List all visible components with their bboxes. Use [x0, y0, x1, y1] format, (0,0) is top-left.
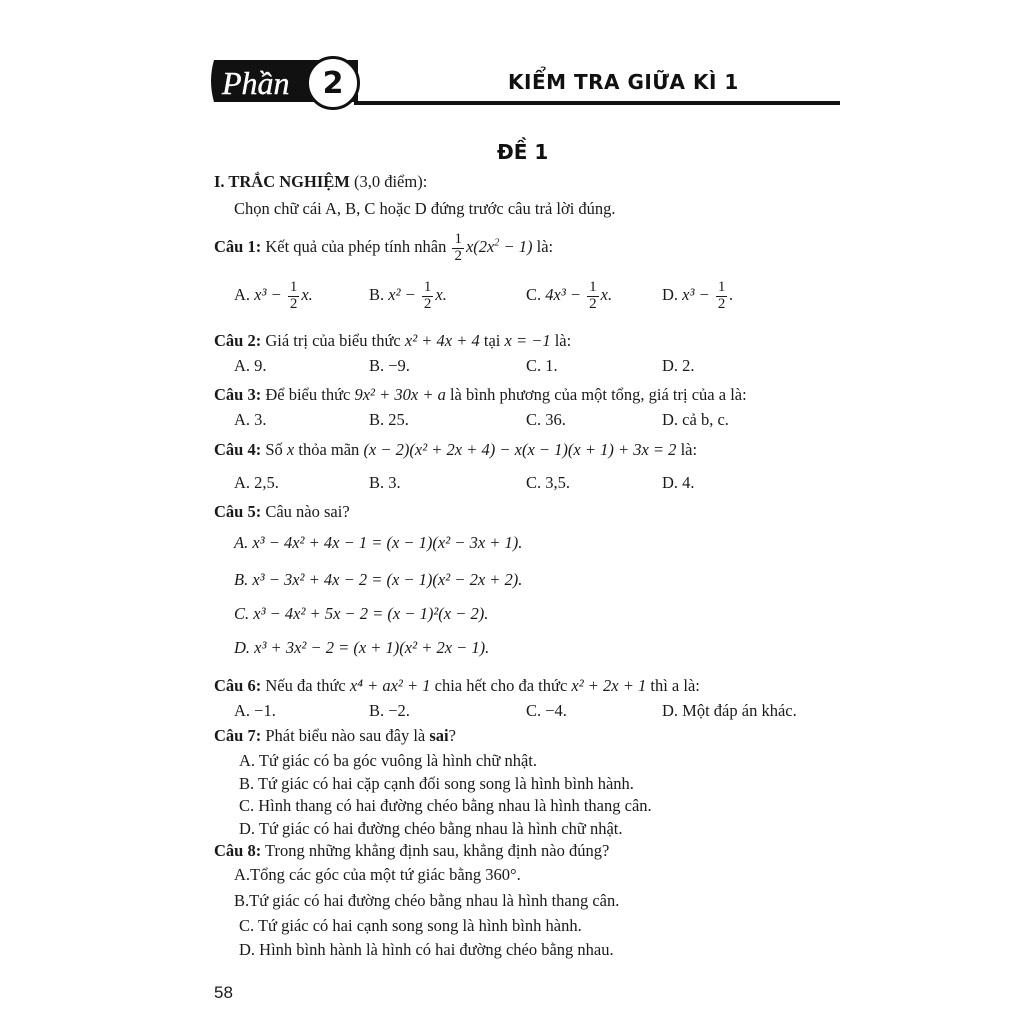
page-number: 58 [214, 983, 233, 1002]
section-title: I. TRẮC NGHIỆM [214, 172, 350, 191]
option-a[interactable]: A. 3. [234, 410, 267, 429]
part-word: Phần [222, 65, 290, 101]
question-6: Câu 6: Nếu đa thức x⁴ + ax² + 1 chia hết cho đa thức x² + 2x + 1 thì a là: [214, 676, 700, 695]
option-c[interactable]: C. −4. [526, 701, 567, 720]
page-title: KIỂM TRA GIỮA KÌ 1 [508, 70, 739, 94]
header-divider [354, 101, 840, 105]
question-text: Kết quả của phép tính nhân [265, 237, 447, 257]
question-text-after: là: [536, 237, 554, 257]
question-4: Câu 4: Số x thỏa mãn (x − 2)(x² + 2x + 4) − x(x − 1)(x + 1) + 3x = 2 là: [214, 440, 698, 459]
option-a[interactable]: A. 2,5. [234, 473, 279, 492]
option-b[interactable]: B. −2. [369, 701, 410, 720]
question-expr: $x(2x^2 - 1)$ [465, 237, 533, 257]
section-points: (3,0 điểm): [353, 172, 428, 191]
option-a[interactable]: A. x³ − $\frac{1}{2}$ x. [234, 279, 313, 312]
option-b[interactable]: B. 3. [369, 473, 401, 492]
option-d[interactable]: D. cả b, c. [662, 410, 729, 429]
option-d[interactable]: D. Một đáp án khác. [662, 701, 797, 720]
question-5: Câu 5: Câu nào sai? [214, 502, 350, 521]
option-d[interactable]: D. 4. [662, 473, 695, 492]
option-d[interactable]: D. x³ + 3x² − 2 = (x + 1)(x² + 2x − 1). [234, 638, 490, 657]
option-c[interactable]: C. 3,5. [526, 473, 571, 492]
option-b[interactable]: B. −9. [369, 356, 410, 375]
question-1 [214, 232, 553, 265]
option-b[interactable]: B. Tứ giác có hai cặp cạnh đối song song là hình bình hành. [239, 774, 634, 793]
question-7: Câu 7: Phát biểu nào sau đây là sai? [214, 726, 456, 745]
option-a[interactable]: A. Tứ giác có ba góc vuông là hình chữ nhật. [239, 751, 538, 770]
option-d[interactable]: D. 2. [662, 356, 695, 375]
option-c[interactable]: C. x³ − 4x² + 5x − 2 = (x − 1)²(x − 2). [234, 604, 489, 623]
section-instruction: Chọn chữ cái A, B, C hoặc D đứng trước câu trả lời đúng. [234, 199, 616, 218]
option-a[interactable]: A. x³ − 4x² + 4x − 1 = (x − 1)(x² − 3x + 1). [234, 533, 523, 552]
option-b[interactable]: B. x² − $\frac{1}{2}$ x. [369, 279, 447, 312]
option-d[interactable]: D. Tứ giác có hai đường chéo bằng nhau là hình chữ nhật. [239, 819, 623, 838]
question-3: Câu 3: Để biểu thức 9x² + 30x + a là bình phương của một tổng, giá trị của a là: [214, 385, 747, 404]
option-b[interactable]: B.Tứ giác có hai đường chéo bằng nhau là hình thang cân. [234, 891, 620, 910]
part-number: 2 [306, 56, 360, 110]
option-c[interactable]: C. Tứ giác có hai cạnh song song là hình bình hành. [239, 916, 582, 935]
question-2: Câu 2: Giá trị của biểu thức x² + 4x + 4 tại x = −1 là: [214, 331, 572, 350]
option-a[interactable]: A.Tổng các góc của một tứ giác bằng 360°. [234, 865, 521, 884]
section-heading [214, 172, 427, 192]
option-c[interactable]: C. 36. [526, 410, 566, 429]
question-label: Câu 1: [214, 237, 262, 257]
option-c[interactable]: C. Hình thang có hai đường chéo bằng nhau là hình thang cân. [239, 796, 652, 815]
option-b[interactable]: B. x³ − 3x² + 4x − 2 = (x − 1)(x² − 2x + 2). [234, 570, 523, 589]
option-a[interactable]: A. 9. [234, 356, 267, 375]
option-d[interactable]: D. x³ − $\frac{1}{2}$ . [662, 279, 734, 312]
exam-title: ĐỀ 1 [497, 140, 549, 164]
option-c[interactable]: C. 4x³ − $\frac{1}{2}$ x. [526, 279, 613, 312]
option-c[interactable]: C. 1. [526, 356, 558, 375]
option-a[interactable]: A. −1. [234, 701, 276, 720]
fraction: $\frac{1}{2}$ [454, 231, 462, 264]
question-8: Câu 8: Trong những khẳng định sau, khẳng định nào đúng? [214, 841, 610, 860]
option-b[interactable]: B. 25. [369, 410, 409, 429]
option-d[interactable]: D. Hình bình hành là hình có hai đường chéo bằng nhau. [239, 940, 614, 959]
